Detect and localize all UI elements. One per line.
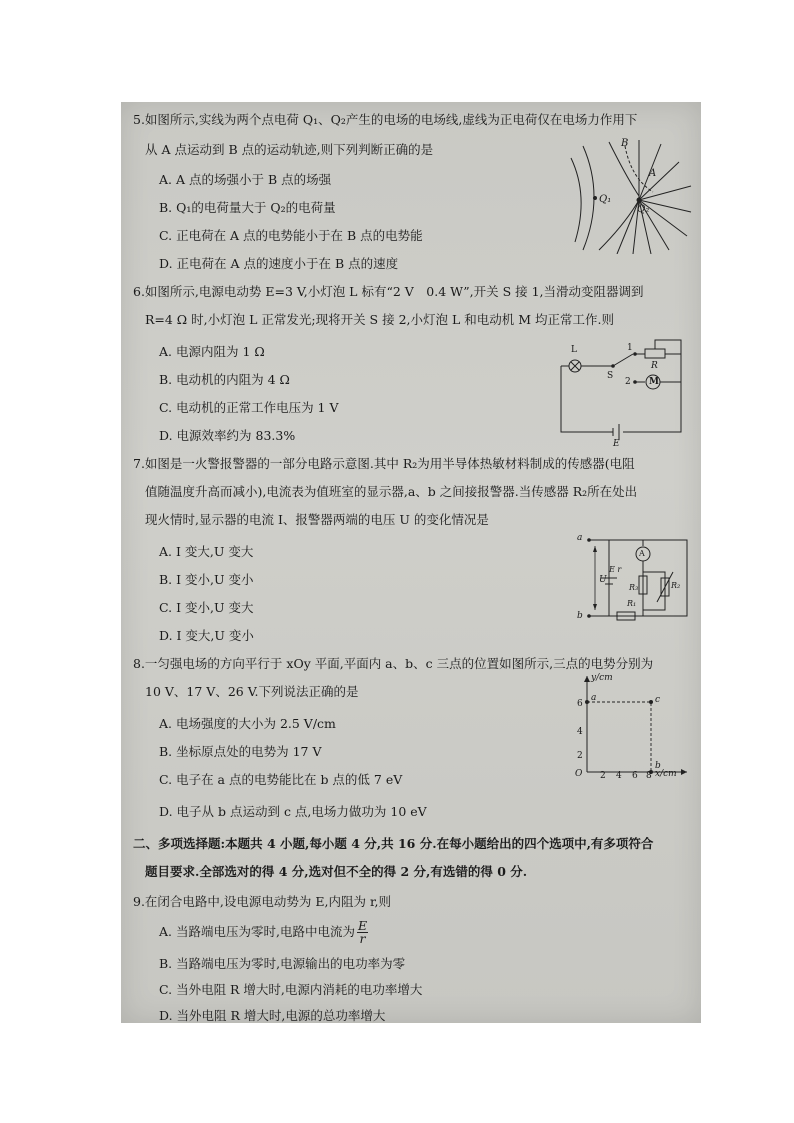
section2-heading-line2: 题目要求.全部选对的得 4 分,选对但不全的得 2 分,有选错的得 0 分.	[145, 864, 528, 879]
q7-label-er: E r	[609, 565, 622, 574]
q7-label-r1: R₁	[627, 599, 637, 608]
q8-xtick-4: 4	[616, 771, 622, 781]
q6-option-b: B. 电动机的内阻为 4 Ω	[159, 372, 290, 387]
q6-option-a: A. 电源内阻为 1 Ω	[159, 344, 265, 359]
q8-coordinate-figure	[571, 672, 691, 781]
q6-label-l: L	[571, 345, 577, 355]
q7-option-d: D. I 变大,U 变小	[159, 628, 254, 643]
exam-page	[121, 102, 701, 1023]
q9-fraction-numerator: E	[357, 918, 368, 933]
q7-ammeter-label: A	[639, 549, 645, 558]
q6-option-d: D. 电源效率约为 83.3%	[159, 428, 296, 443]
q9-option-c: C. 当外电阻 R 增大时,电源内消耗的电功率增大	[159, 982, 423, 997]
q8-option-c: C. 电子在 a 点的电势能比在 b 点的低 7 eV	[159, 772, 403, 787]
q5-option-a: A. A 点的场强小于 B 点的场强	[159, 172, 332, 187]
q8-xtick-8: 8	[646, 771, 652, 781]
q6-option-c: C. 电动机的正常工作电压为 1 V	[159, 400, 339, 415]
q8-option-d: D. 电子从 b 点运动到 c 点,电场力做功为 10 eV	[159, 804, 427, 819]
q6-label-1: 1	[627, 343, 633, 353]
q5-label-q2: Q₂	[637, 204, 650, 215]
q5-option-c: C. 正电荷在 A 点的电势能小于在 B 点的电势能	[159, 228, 423, 243]
q7-label-r3: R₃	[629, 583, 639, 592]
q6-label-e: E	[613, 439, 620, 449]
q8-origin-label: O	[575, 769, 583, 779]
q7-stem-line2: 值随温度升高而减小),电流表为值班室的显示器,a、b 之间接报警器.当传感器 R₂所在处出	[145, 484, 638, 499]
q7-label-a: a	[577, 533, 583, 543]
q9-option-a	[159, 920, 368, 945]
q6-stem-line2: R=4 Ω 时,小灯泡 L 正常发光;现将开关 S 接 2,小灯泡 L 和电动机 M 均正常工作.则	[145, 312, 614, 327]
q6-label-m: M	[649, 377, 659, 387]
q6-label-r: R	[651, 361, 658, 371]
q7-label-b: b	[577, 611, 583, 621]
q8-ytick-2: 2	[577, 751, 583, 761]
q7-label-r2: R₂	[671, 581, 681, 590]
section2-heading-line1: 二、多项选择题:本题共 4 小题,每小题 4 分,共 16 分.在每小题给出的四个选项中,有多项符合	[133, 836, 654, 851]
q8-ytick-6: 6	[577, 699, 583, 709]
q5-stem-line1: 5.如图所示,实线为两个点电荷 Q₁、Q₂产生的电场的电场线,虚线为正电荷仅在电场力作用下	[133, 112, 638, 127]
q5-field-line-figure	[569, 138, 693, 254]
q7-label-u: U	[599, 575, 607, 585]
q5-option-b: B. Q₁的电荷量大于 Q₂的电荷量	[159, 200, 336, 215]
q9-option-b: B. 当路端电压为零时,电源输出的电功率为零	[159, 956, 406, 971]
q7-option-c: C. I 变小,U 变大	[159, 600, 254, 615]
q7-circuit-figure	[577, 532, 693, 624]
q5-label-q1: Q₁	[599, 194, 612, 205]
q8-ytick-4: 4	[577, 727, 583, 737]
q7-option-b: B. I 变小,U 变小	[159, 572, 254, 587]
q8-stem-line1: 8.一匀强电场的方向平行于 xOy 平面,平面内 a、b、c 三点的位置如图所示,三点的电势分别为	[133, 656, 654, 671]
q6-circuit-figure	[557, 336, 685, 449]
q8-stem-line2: 10 V、17 V、26 V.下列说法正确的是	[145, 684, 359, 699]
q7-stem-line3: 现火情时,显示器的电流 I、报警器两端的电压 U 的变化情况是	[145, 512, 489, 527]
q8-point-b-label: b	[655, 761, 661, 771]
q8-point-c-label: c	[655, 695, 661, 705]
q8-option-a: A. 电场强度的大小为 2.5 V/cm	[159, 716, 336, 731]
q9-option-a-text: A. 当路端电压为零时,电路中电流为	[159, 924, 355, 939]
q6-stem-line1: 6.如图所示,电源电动势 E=3 V,小灯泡 L 标有“2 V 0.4 W”,开关 S 接 1,当滑动变阻器调到	[133, 284, 644, 299]
q5-label-a: A	[649, 168, 657, 179]
q5-option-d: D. 正电荷在 A 点的速度小于在 B 点的速度	[159, 256, 399, 271]
q9-fraction-denominator: r	[359, 931, 366, 946]
q7-stem-line1: 7.如图是一火警报警器的一部分电路示意图.其中 R₂为用半导体热敏材料制成的传感器(电阻	[133, 456, 635, 471]
q8-xtick-6: 6	[632, 771, 638, 781]
q5-label-b: B	[621, 138, 629, 149]
q9-stem: 9.在闭合电路中,设电源电动势为 E,内阻为 r,则	[133, 894, 392, 909]
q6-label-s: S	[607, 371, 614, 381]
q8-xtick-2: 2	[600, 771, 606, 781]
q5-stem-line2: 从 A 点运动到 B 点的运动轨迹,则下列判断正确的是	[145, 142, 434, 157]
q8-option-b: B. 坐标原点处的电势为 17 V	[159, 744, 322, 759]
q7-option-a: A. I 变大,U 变大	[159, 544, 254, 559]
q8-y-axis-label: y/cm	[591, 673, 613, 683]
q9-fraction-e-over-r	[357, 920, 368, 945]
q8-x-axis-label: x/cm	[655, 769, 677, 779]
q8-point-a-label: a	[591, 693, 597, 703]
q6-label-2: 2	[625, 377, 631, 387]
q9-option-d: D. 当外电阻 R 增大时,电源的总功率增大	[159, 1008, 386, 1023]
